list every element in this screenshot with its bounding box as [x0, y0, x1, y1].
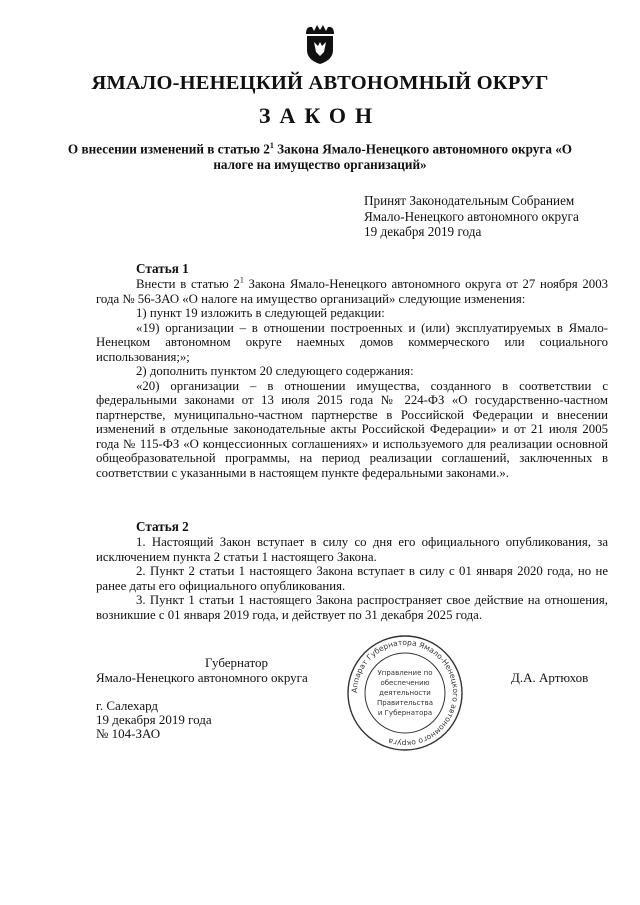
- stamp-line: Правительства: [377, 699, 433, 707]
- signatory-position-region: Ямало-Ненецкого автономного округа: [96, 670, 308, 685]
- stamp-ring-text: Аппарат Губернатора Ямало-Ненецкого автономного округа: [349, 637, 461, 749]
- signatory-name: Д.А. Артюхов: [511, 670, 589, 685]
- law-subtitle: О внесении изменений в статью $2^1$ Закона Ямало-Ненецкого автономного округа «О налоге на имущество организаций»: [67, 141, 573, 172]
- footer-date: 19 декабря 2019 года: [96, 712, 212, 727]
- article-1-paragraph: «19) организации – в отношении построенных и (или) эксплуатируемых в Ямало-Ненецком автономном округе наемных домов коммерческого или социального использования;»;: [96, 320, 608, 364]
- official-stamp: [345, 633, 465, 753]
- article-2-paragraph: 3. Пункт 1 статьи 1 настоящего Закона распространяет свое действие на отношения, возникшие с 01 января 2019 года, и действует по 31 декабря 2025 года.: [96, 593, 608, 622]
- article-2-paragraph: 2. Пункт 2 статьи 1 настоящего Закона вступает в силу с 01 января 2020 года, но не ранее даты его официального опубликования.: [96, 564, 608, 593]
- article-2-paragraph: 1. Настоящий Закон вступает в силу со дня его официального опубликования, за исключением пункта 2 статьи 1 настоящего Закона.: [96, 535, 608, 564]
- stamp-line: деятельности: [379, 689, 431, 697]
- article-1-body: [96, 277, 608, 480]
- stamp-line: обеспечению: [380, 679, 430, 687]
- coat-of-arms-icon: [300, 22, 340, 66]
- law-number: № 104-ЗАО: [96, 726, 161, 741]
- footer-city: г. Салехард: [96, 698, 159, 713]
- article-1-paragraph: «20) организации – в отношении имущества, созданного в соответствии с федеральными законами от 13 июля 2015 года № 224-ФЗ «О государственно-частном партнерстве, муниципально-частном партнерстве в Российской Федерации и внесении изменений в отдельные законодательные акты Российской Федерации» и от 21 июля 2005 года № 115-ФЗ «О концессионных соглашениях» и используемого для реализации основной общеобразовательной программы, на период реализации соглашений, заключенных в соответствии с указанными в настоящем пункте федеральными законами.».: [96, 378, 608, 480]
- article-2-heading: Статья 2: [136, 519, 189, 534]
- region-title: ЯМАЛО-НЕНЕЦКИЙ АВТОНОМНЫЙ ОКРУГ: [91, 72, 549, 94]
- article-2-body: [96, 535, 608, 622]
- article-1-heading: Статья 1: [136, 261, 189, 276]
- signatory-position-title: Губернатор: [205, 655, 268, 670]
- adoption-note: Принят Законодательным Собранием Ямало-Ненецкого автономного округа 19 декабря 2019 года: [364, 193, 579, 239]
- stamp-line: и Губернатора: [377, 709, 433, 717]
- stamp-line: Управление по: [377, 669, 433, 677]
- article-1-paragraph: 1) пункт 19 изложить в следующей редакции:: [136, 306, 385, 320]
- article-1-paragraph: Внести в статью $2^1$ Закона Ямало-Ненецкого автономного округа от 27 ноября 2003 года № 56-ЗАО «О налоге на имущество организаций» следующие изменения:: [96, 275, 608, 306]
- document-type: ЗАКОН: [258, 103, 382, 128]
- article-1-paragraph: 2) дополнить пунктом 20 следующего содержания:: [136, 364, 414, 378]
